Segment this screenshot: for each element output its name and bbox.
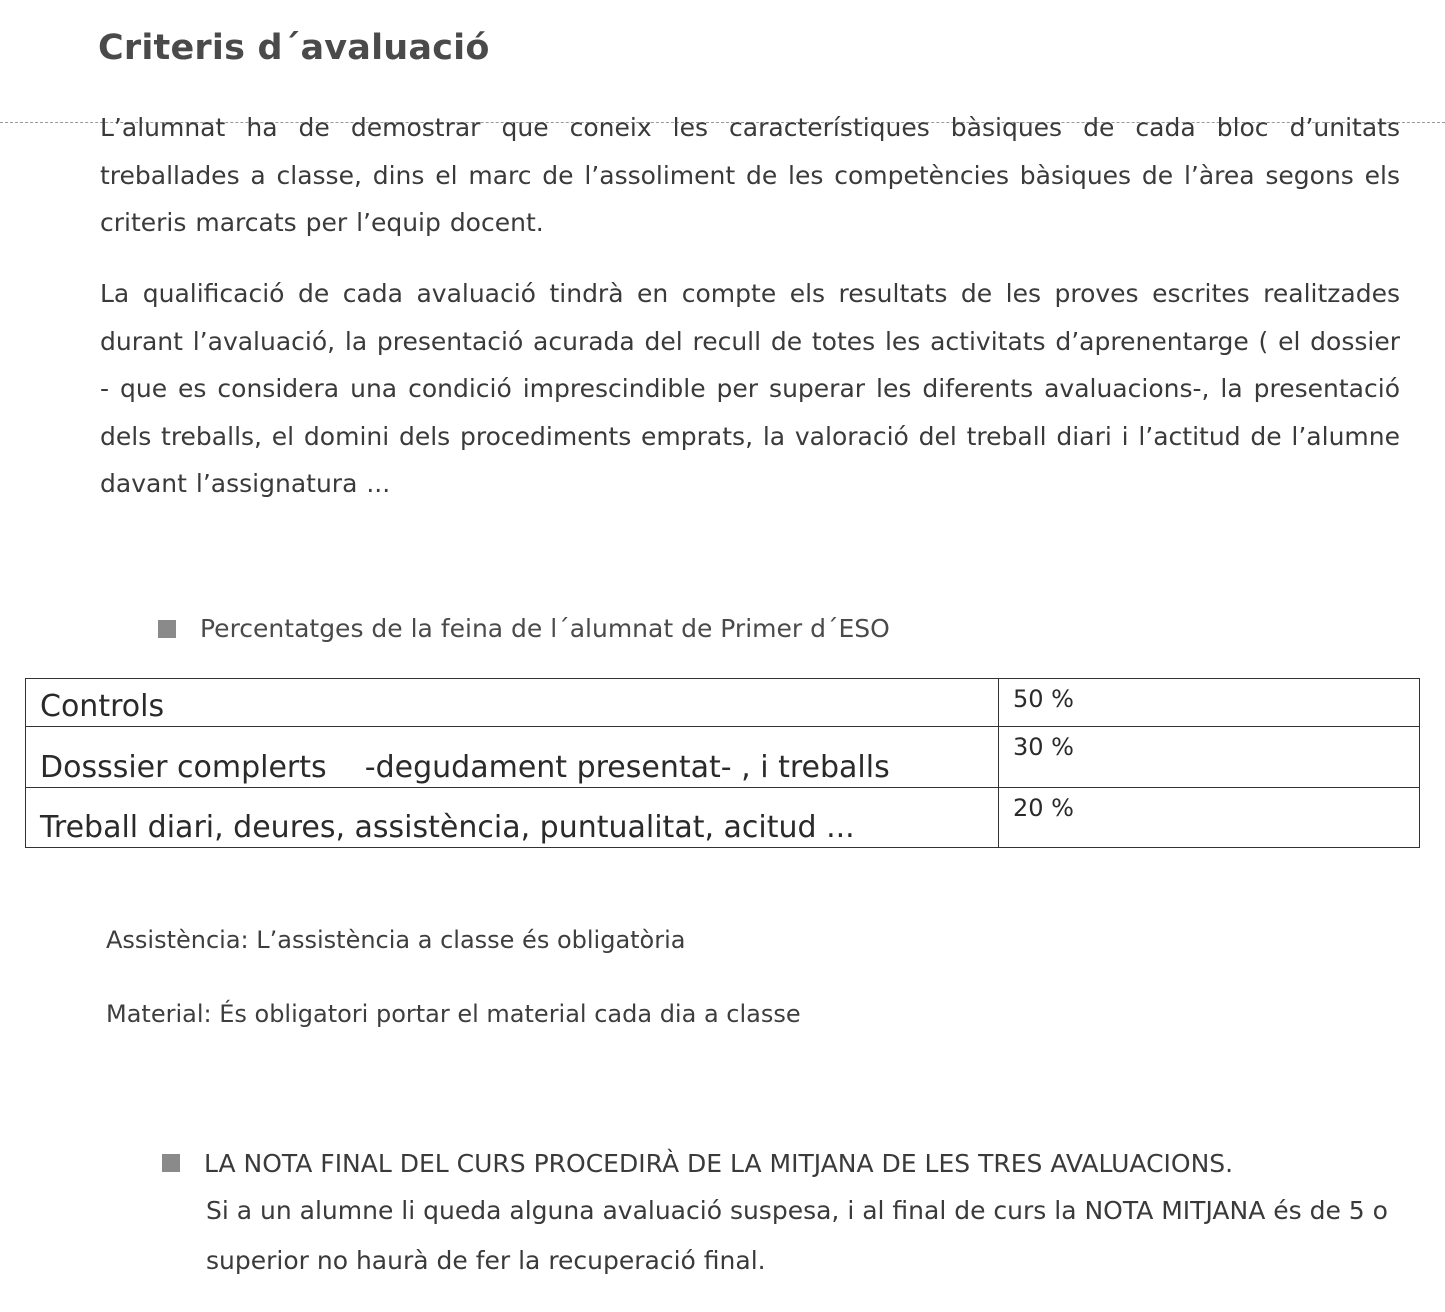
table-cell-value: 20 % [999, 788, 1420, 848]
paragraph-competencies: L’alumnat ha de demostrar que coneix les característiques bàsiques de cada bloc d’unitats treballades a classe, dins el marc de l’assoliment de les competències bàsiques de l’àrea segons els criteris marcats per l’equip docent. [100, 113, 1400, 237]
table-cell-value: 50 % [999, 679, 1420, 727]
table-row [26, 727, 1420, 788]
table-row [26, 679, 1420, 727]
final-grade-detail: Si a un alumne li queda alguna avaluació suspesa, i al final de curs la NOTA MITJANA és de 5 o superior no haurà de fer la recuperació final. [206, 1196, 1388, 1275]
final-grade-heading [162, 1140, 1402, 1186]
material-note: Material: És obligatori portar el material cada dia a classe [106, 1000, 801, 1028]
percentages-table [25, 678, 1420, 848]
final-grade-note [162, 1140, 1402, 1286]
table-row [26, 788, 1420, 848]
document-title: Criteris d´avaluació [98, 28, 490, 68]
percentages-heading-text: Percentatges de la feina de l´alumnat de Primer d´ESO [200, 614, 890, 643]
final-grade-heading-text: LA NOTA FINAL DEL CURS PROCEDIRÀ DE LA MITJANA DE LES TRES AVALUACIONS. [204, 1148, 1234, 1178]
attendance-note: Assistència: L’assistència a classe és obligatòria [106, 926, 686, 954]
table-cell-item: Treball diari, deures, assistència, puntualitat, acitud ... [26, 788, 999, 848]
table-cell-item: Controls [26, 679, 999, 727]
percentages-heading [158, 614, 890, 643]
paragraph-grading: La qualificació de cada avaluació tindrà en compte els resultats de les proves escrites realitzades durant l’avaluació, la presentació acurada del recull de totes les activitats d’aprenentarge ( el dossier - que es considera una condició imprescindible per superar les diferents avaluacions-, la presentació dels treballs, el domini dels procediments emprats, la valoració del treball diari i l’actitud de l’alumne davant l’assignatura ... [100, 279, 1400, 498]
table-cell-item: Dosssier complerts -degudament presentat- , i treballs [26, 727, 999, 788]
square-bullet-icon [158, 620, 176, 638]
square-bullet-icon [162, 1154, 180, 1172]
table-cell-value: 30 % [999, 727, 1420, 788]
